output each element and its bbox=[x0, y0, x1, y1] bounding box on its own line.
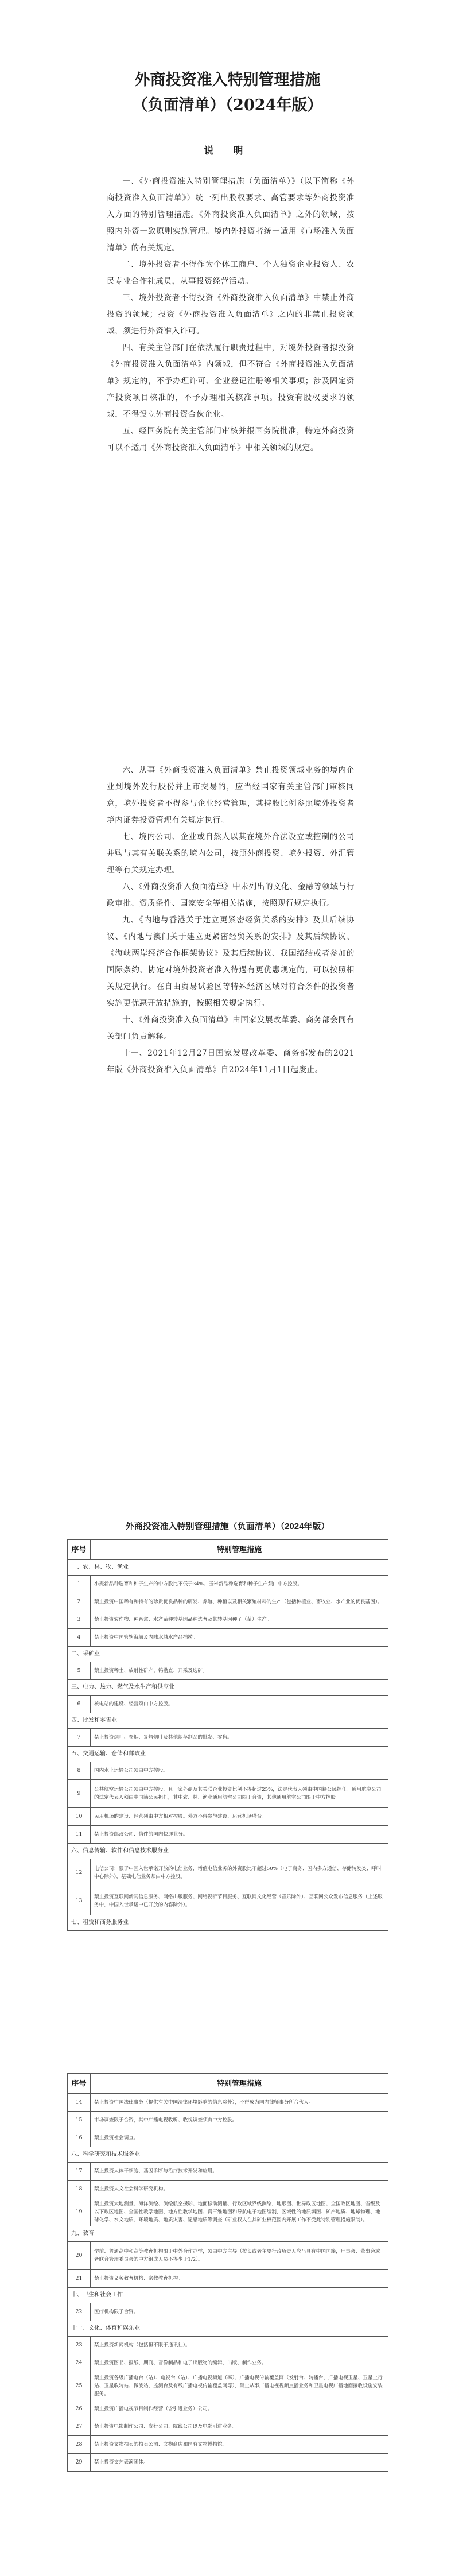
measure-number: 8 bbox=[68, 1762, 91, 1780]
measure-row bbox=[68, 1629, 388, 1647]
measure-number: 9 bbox=[68, 1780, 91, 1808]
measure-text: 禁止投资中国管辖海域及内陆水域水产品捕捞。 bbox=[91, 1629, 388, 1647]
measure-number: 24 bbox=[68, 2354, 91, 2372]
measure-text: 禁止投资文艺表演团体。 bbox=[91, 2454, 388, 2472]
measure-row bbox=[68, 2242, 388, 2270]
sector-row bbox=[68, 1713, 388, 1729]
sector-row bbox=[68, 1747, 388, 1762]
sector-row bbox=[68, 1560, 388, 1576]
notes-heading: 说 明 bbox=[204, 145, 251, 157]
notes-part-1 bbox=[107, 173, 355, 456]
title-line-1: 外商投资准入特别管理措施 bbox=[134, 71, 321, 89]
measure-number: 21 bbox=[68, 2270, 91, 2288]
note-paragraph: 十、《外商投资准入负面清单》由国家发展改革委、商务部会同有关部门负责解释。 bbox=[107, 1015, 355, 1041]
header-seq: 序号 bbox=[68, 1540, 91, 1560]
measure-number: 1 bbox=[68, 1576, 91, 1593]
measures-table-part-2 bbox=[67, 2073, 388, 2472]
measure-text: 禁止投资稀土、放射性矿产、钨勘查、开采及选矿。 bbox=[91, 1662, 388, 1680]
measure-text: 禁止投资文物拍卖的拍卖公司、文物商店和国有文物博物馆。 bbox=[91, 2436, 388, 2454]
measure-number: 13 bbox=[68, 1887, 91, 1915]
measure-number: 17 bbox=[68, 2163, 91, 2181]
measure-row bbox=[68, 2129, 388, 2147]
note-paragraph: 二、境外投资者不得作为个体工商户、个人独资企业投资人、农民专业合作社成员，从事投资经营活动。 bbox=[107, 260, 355, 286]
header-measures: 特别管理措施 bbox=[91, 2074, 388, 2094]
measure-number: 15 bbox=[68, 2112, 91, 2129]
measure-number: 26 bbox=[68, 2400, 91, 2418]
header-measures: 特别管理措施 bbox=[91, 1540, 388, 1560]
measure-row bbox=[68, 2418, 388, 2436]
sector-row bbox=[68, 2226, 388, 2242]
measure-number: 12 bbox=[68, 1859, 91, 1887]
measure-number: 27 bbox=[68, 2418, 91, 2436]
measure-row bbox=[68, 1662, 388, 1680]
measure-text: 禁止投资烟叶、卷烟、复烤烟叶及其他烟草制品的批发、零售。 bbox=[91, 1729, 388, 1747]
note-paragraph: 三、境外投资者不得投资《外商投资准入负面清单》中禁止外商投资的领域；投资《外商投资准入负面清单》之内的非禁止投资领域，须进行外资准入许可。 bbox=[107, 293, 355, 336]
sector-label: 六、信息传输、软件和信息技术服务业 bbox=[68, 1844, 388, 1859]
measure-number: 4 bbox=[68, 1629, 91, 1647]
measure-text: 禁止投资社会调查。 bbox=[91, 2129, 388, 2147]
measure-number: 19 bbox=[68, 2198, 91, 2226]
measure-row bbox=[68, 1729, 388, 1747]
sector-row bbox=[68, 2288, 388, 2303]
note-paragraph: 一、《外商投资准入特别管理措施（负面清单）》（以下简称《外商投资准入负面清单》）统一列出股权要求、高管要求等外商投资准入方面的特别管理措施。《外商投资准入负面清单》之外的领域，按照内外资一致原则实施管理。境内外投资者统一适用《市场准入负面清单》的有关规定。 bbox=[107, 177, 355, 253]
measure-row bbox=[68, 2163, 388, 2181]
note-paragraph: 六、从事《外商投资准入负面清单》禁止投资领域业务的境内企业到境外发行股份并上市交易的，应当经国家有关主管部门审核同意，境外投资者不得参与企业经营管理，其持股比例参照境外投资者境内证券投资管理有关规定执行。 bbox=[107, 766, 355, 825]
note-paragraph: 七、境内公司、企业或自然人以其在境外合法设立或控制的公司并购与其有关联关系的境内公司，按照外商投资、境外投资、外汇管理等有关规定办理。 bbox=[107, 832, 355, 875]
measure-number: 23 bbox=[68, 2337, 91, 2354]
measure-row bbox=[68, 2337, 388, 2354]
measure-number: 7 bbox=[68, 1729, 91, 1747]
measure-row bbox=[68, 1859, 388, 1887]
note-paragraph: 九、《内地与香港关于建立更紧密经贸关系的安排》及其后续协议、《内地与澳门关于建立更紧密经贸关系的安排》及其后续协议、《海峡两岸经济合作框架协议》及其后续协议、我国缔结或者参加的国际条约、协定对境外投资者准入待遇有更优惠规定的，可以按照相关规定执行。在自由贸易试验区等特殊经济区域对符合条件的投资者实施更优惠开放措施的，按照相关规定执行。 bbox=[107, 915, 355, 1008]
measure-number: 10 bbox=[68, 1808, 91, 1826]
title-line-2: （负面清单）（2024年版） bbox=[132, 96, 323, 114]
measure-text: 禁止投资图书、报纸、期刊、音像制品和电子出版物的编辑、出版、制作业务。 bbox=[91, 2354, 388, 2372]
document-title bbox=[0, 68, 455, 118]
measure-number: 5 bbox=[68, 1662, 91, 1680]
measure-row bbox=[68, 1826, 388, 1844]
measure-text: 核电站的建设、经营须由中方控股。 bbox=[91, 1696, 388, 1713]
measure-row bbox=[68, 2198, 388, 2226]
sector-label: 十、卫生和社会工作 bbox=[68, 2288, 388, 2303]
page-3 bbox=[0, 1492, 455, 2576]
measure-row bbox=[68, 1780, 388, 1808]
sector-row bbox=[68, 1915, 388, 1931]
measure-row bbox=[68, 1593, 388, 1611]
note-paragraph: 八、《外商投资准入负面清单》中未列出的文化、金融等领域与行政审批、资质条件、国家安全等相关措施，按照现行规定执行。 bbox=[107, 882, 355, 908]
measure-row bbox=[68, 1808, 388, 1826]
note-paragraph: 五、经国务院有关主管部门审核并报国务院批准，特定外商投资可以不适用《外商投资准入负面清单》中相关领域的规定。 bbox=[107, 426, 355, 452]
measures-table-part-1 bbox=[67, 1539, 388, 1931]
measure-row bbox=[68, 2400, 388, 2418]
sector-row bbox=[68, 2147, 388, 2163]
measure-number: 18 bbox=[68, 2181, 91, 2198]
note-paragraph: 十一、2021年12月27日国家发展改革委、商务部发布的2021年版《外商投资准入负面清单》自2024年11月1日起废止。 bbox=[107, 1049, 355, 1074]
sector-label: 十一、文化、体育和娱乐业 bbox=[68, 2321, 388, 2337]
measure-row bbox=[68, 2354, 388, 2372]
measure-row bbox=[68, 1696, 388, 1713]
measure-text: 禁止投资义务教育机构、宗教教育机构。 bbox=[91, 2270, 388, 2288]
table-title: 外商投资准入特别管理措施（负面清单）（2024年版） bbox=[125, 1522, 330, 1531]
measure-number: 14 bbox=[68, 2094, 91, 2112]
measure-text: 学前、普通高中和高等教育机构限于中外合作办学，须由中方主导（校长或者主要行政负责人应当具有中国国籍，理事会、董事会或者联合管理委员会的中方组成人员不得少于1/2）。 bbox=[91, 2242, 388, 2270]
measure-text: 小麦新品种选育和种子生产的中方股比不低于34%、玉米新品种选育和种子生产须由中方控股。 bbox=[91, 1576, 388, 1593]
measure-row bbox=[68, 2436, 388, 2454]
measure-text: 禁止投资电影制作公司、发行公司、院线公司以及电影引进业务。 bbox=[91, 2418, 388, 2436]
sector-label: 五、交通运输、仓储和邮政业 bbox=[68, 1747, 388, 1762]
measure-row bbox=[68, 2454, 388, 2472]
measure-row bbox=[68, 2094, 388, 2112]
measure-text: 公共航空运输公司须由中方控股，且一家外商及其关联企业投资比例不得超过25%，法定代表人须由中国籍公民担任。通用航空公司的法定代表人须由中国籍公民担任，其中农、林、渔业通用航空公司限于合资，其他通用航空公司限于中方控股。 bbox=[91, 1780, 388, 1808]
measure-row bbox=[68, 2303, 388, 2321]
measure-text: 市场调查限于合资，其中广播电视收听、收视调查须由中方控股。 bbox=[91, 2112, 388, 2129]
measure-number: 29 bbox=[68, 2454, 91, 2472]
header-seq: 序号 bbox=[68, 2074, 91, 2094]
measure-row bbox=[68, 2372, 388, 2400]
measure-row bbox=[68, 2112, 388, 2129]
sector-label: 八、科学研究和技术服务业 bbox=[68, 2147, 388, 2163]
measure-number: 11 bbox=[68, 1826, 91, 1844]
sector-label: 四、批发和零售业 bbox=[68, 1713, 388, 1729]
page-2 bbox=[0, 707, 455, 1492]
measure-text: 电信公司：限于中国入世承诺开放的电信业务，增值电信业务的外资股比不超过50%（电子商务、国内多方通信、存储转发类、呼叫中心除外），基础电信业务须由中方控股。 bbox=[91, 1859, 388, 1887]
sector-row bbox=[68, 1647, 388, 1662]
measure-number: 6 bbox=[68, 1696, 91, 1713]
measure-number: 28 bbox=[68, 2436, 91, 2454]
measure-text: 医疗机构限于合资。 bbox=[91, 2303, 388, 2321]
notes-part-2 bbox=[107, 762, 355, 1078]
measure-row bbox=[68, 1576, 388, 1593]
sector-label: 二、采矿业 bbox=[68, 1647, 388, 1662]
page-1 bbox=[0, 0, 455, 707]
sector-label: 一、农、林、牧、渔业 bbox=[68, 1560, 388, 1576]
sector-label: 七、租赁和商务服务业 bbox=[68, 1915, 388, 1931]
measure-number: 3 bbox=[68, 1611, 91, 1629]
measure-text: 禁止投资人文社会科学研究机构。 bbox=[91, 2181, 388, 2198]
measure-number: 2 bbox=[68, 1593, 91, 1611]
measure-number: 22 bbox=[68, 2303, 91, 2321]
measure-number: 25 bbox=[68, 2372, 91, 2400]
measure-text: 禁止投资邮政公司、信件的国内快递业务。 bbox=[91, 1826, 388, 1844]
measure-text: 禁止投资人体干细胞、基因诊断与治疗技术开发和应用。 bbox=[91, 2163, 388, 2181]
measure-row bbox=[68, 1887, 388, 1915]
measure-row bbox=[68, 2181, 388, 2198]
measure-text: 禁止投资农作物、种畜禽、水产苗种转基因品种选育及其转基因种子（苗）生产。 bbox=[91, 1611, 388, 1629]
sector-row bbox=[68, 2321, 388, 2337]
measure-number: 16 bbox=[68, 2129, 91, 2147]
measure-text: 禁止投资广播电视节目制作经营（含引进业务）公司。 bbox=[91, 2400, 388, 2418]
sector-label: 三、电力、热力、燃气及水生产和供应业 bbox=[68, 1680, 388, 1696]
sector-label: 九、教育 bbox=[68, 2226, 388, 2242]
measure-text: 禁止投资新闻机构（包括但不限于通讯社）。 bbox=[91, 2337, 388, 2354]
measure-text: 禁止投资互联网新闻信息服务、网络出版服务、网络视听节目服务、互联网文化经营（音乐除外）、互联网公众发布信息服务（上述服务中，中国入世承诺中已开放的内容除外）。 bbox=[91, 1887, 388, 1915]
measure-text: 国内水上运输公司须由中方控股。 bbox=[91, 1762, 388, 1780]
measure-number: 20 bbox=[68, 2242, 91, 2270]
sector-row bbox=[68, 1680, 388, 1696]
measure-row bbox=[68, 1762, 388, 1780]
measure-text: 禁止投资大地测量、海洋测绘、测绘航空摄影、地面移动测量、行政区域界线测绘，地形图、世界政区地图、全国政区地图、省级及以下政区地图、全国性教学地图、地方性教学地图、真三维地图和导航电子地图编制，区域性的地质填图、矿产地质、地球物理、地球化学、水文地质、环境地质、地质灾害、遥感地质等调查（矿业权人在其矿业权范围内开展工作不受此特别管理措施限制）。 bbox=[91, 2198, 388, 2226]
measure-text: 民用机场的建设、经营须由中方相对控股。外方不得参与建设、运营机场塔台。 bbox=[91, 1808, 388, 1826]
measure-row bbox=[68, 2270, 388, 2288]
sector-row bbox=[68, 1844, 388, 1859]
measure-text: 禁止投资中国法律事务（提供有关中国法律环境影响的信息除外），不得成为国内律师事务所合伙人。 bbox=[91, 2094, 388, 2112]
measure-text: 禁止投资各级广播电台（站）、电视台（站）、广播电视频道（率）、广播电视传输覆盖网（发射台、转播台、广播电视卫星、卫星上行站、卫星收转站、微波站、监测台及有线广播电视传输覆盖网等），禁止从事广播电视视频点播业务和卫星电视广播地面接收设施安装服务。 bbox=[91, 2372, 388, 2400]
note-paragraph: 四、有关主管部门在依法履行职责过程中，对境外投资者拟投资《外商投资准入负面清单》内领域，但不符合《外商投资准入负面清单》规定的，不予办理许可、企业登记注册等相关事项；涉及固定资产投资项目核准的，不予办理相关核准事项。投资有股权要求的领域，不得设立外商投资合伙企业。 bbox=[107, 343, 355, 419]
measure-text: 禁止投资中国稀有和特有的珍贵优良品种的研发、养殖、种植以及相关繁殖材料的生产（包括种植业、畜牧业、水产业的优良基因）。 bbox=[91, 1593, 388, 1611]
measure-row bbox=[68, 1611, 388, 1629]
